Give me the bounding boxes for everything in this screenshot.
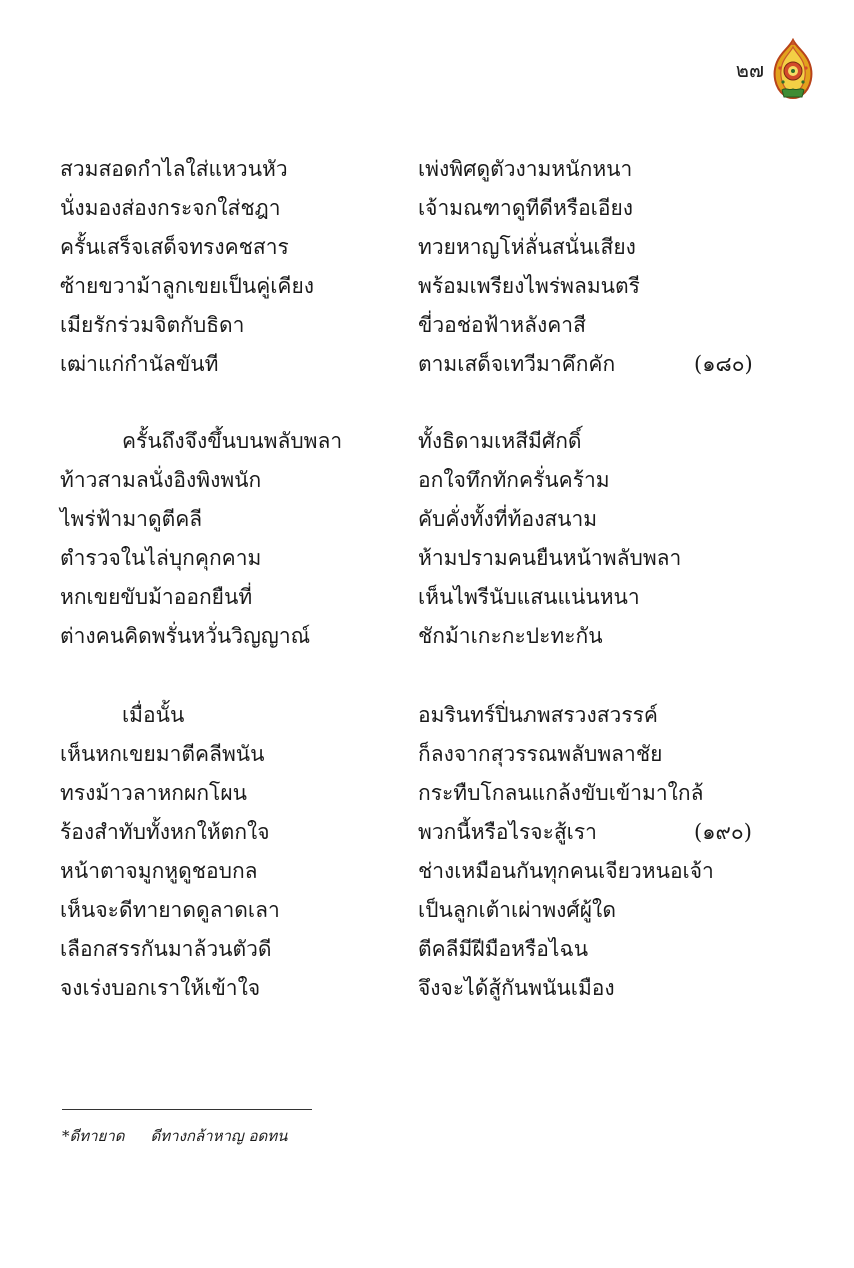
- verse-second-half: พวกนี้หรือไรจะสู้เรา: [418, 820, 597, 844]
- verse-line: [0, 231, 854, 270]
- verse-second-half: ทั้งธิดามเหสีมีศักดิ์: [418, 429, 582, 453]
- verse-first-half: ร้องสำทับทั้งหกให้ตกใจ: [60, 820, 270, 844]
- verse-line: [0, 270, 854, 309]
- verse-first-half: หกเขยขับม้าออกยืนที่: [60, 585, 253, 609]
- verse-second-half: เพ่งพิศดูตัวงามหนักหนา: [418, 157, 633, 181]
- verse-second-half: ก็ลงจากสุวรรณพลับพลาชัย: [418, 742, 663, 766]
- verse-second-half: ห้ามปรามคนยืนหน้าพลับพลา: [418, 546, 682, 570]
- verse-line: [0, 699, 854, 738]
- verse-first-half: ซ้ายขวาม้าลูกเขยเป็นคู่เคียง: [60, 274, 315, 298]
- verse-first-half: ต่างคนคิดพรั่นหวั่นวิญญาณ์: [60, 624, 311, 648]
- verse-first-half: เห็นจะดีทายาดดูลาดเลา: [60, 898, 280, 922]
- verse-second-half: ขี่วอช่อฟ้าหลังคาสี: [418, 313, 586, 337]
- verse-first-half: ตำรวจในไล่บุกคุกคาม: [60, 546, 262, 570]
- verse-line: [0, 972, 854, 1011]
- poem-stanza: [0, 425, 854, 659]
- verse-first-half: เห็นหกเขยมาตีคลีพนัน: [60, 742, 265, 766]
- verse-first-half: ครั้นถึงจึงขึ้นบนพลับพลา: [122, 429, 343, 453]
- verse-second-half: คับคั่งทั้งที่ท้องสนาม: [418, 507, 598, 531]
- verse-first-half: เมียรักร่วมจิตกับธิดา: [60, 313, 245, 337]
- verse-line: [0, 464, 854, 503]
- verse-first-half: ครั้นเสร็จเสด็จทรงคชสาร: [60, 235, 289, 259]
- verse-line: [0, 192, 854, 231]
- verse-second-half: กระทืบโกลนแกล้งขับเข้ามาใกล้: [418, 781, 704, 805]
- verse-line: [0, 503, 854, 542]
- verse-number: (๑๘๐): [694, 352, 753, 376]
- verse-second-half: เป็นลูกเต้าเผ่าพงศ์ผู้ใด: [418, 898, 616, 922]
- verse-first-half: ทรงม้าวลาหกผกโผน: [60, 781, 247, 805]
- verse-second-half: ชักม้าเกะกะปะทะกัน: [418, 624, 603, 648]
- verse-first-half: เลือกสรรกันมาล้วนตัวดี: [60, 937, 272, 961]
- poem-stanza: [0, 153, 854, 387]
- verse-line: [0, 309, 854, 348]
- verse-second-half: เห็นไพรีนับแสนแน่นหนา: [418, 585, 640, 609]
- verse-line: [0, 855, 854, 894]
- verse-second-half: พร้อมเพรียงไพร่พลมนตรี: [418, 274, 640, 298]
- verse-second-half: จึงจะได้สู้กันพนันเมือง: [418, 976, 615, 1000]
- footnote: [62, 1124, 287, 1148]
- verse-line: [0, 738, 854, 777]
- verse-second-half: ตีคลีมีฝีมือหรือไฉน: [418, 937, 589, 961]
- verse-first-half: หน้าตาจมูกหูดูชอบกล: [60, 859, 258, 883]
- verse-line: [0, 894, 854, 933]
- verse-second-half: อกใจทึกทักครั่นคร้าม: [418, 468, 610, 492]
- verse-number: (๑๙๐): [694, 820, 752, 844]
- verse-line: [0, 425, 854, 464]
- verse-first-half: สวมสอดกำไลใส่แหวนหัว: [60, 157, 288, 181]
- verse-line: [0, 542, 854, 581]
- verse-line: [0, 153, 854, 192]
- page-number: ๒๗: [735, 58, 764, 82]
- verse-second-half: ช่างเหมือนกันทุกคนเจียวหนอเจ้า: [418, 859, 714, 883]
- verse-first-half: จงเร่งบอกเราให้เข้าใจ: [60, 976, 261, 1000]
- verse-second-half: อมรินทร์ปิ่นภพสรวงสวรรค์: [418, 703, 658, 727]
- verse-first-half: ไพร่ฟ้ามาดูตีคลี: [60, 507, 203, 531]
- verse-first-half: เฒ่าแก่กำนัลขันที: [60, 352, 219, 376]
- footnote-definition: ดีทางกล้าหาญ อดทน: [150, 1127, 288, 1145]
- verse-line: [0, 816, 854, 855]
- verse-first-half: นั่งมองส่องกระจกใส่ชฎา: [60, 196, 281, 220]
- verse-line: [0, 933, 854, 972]
- footnote-term: *ดีทายาด: [62, 1127, 125, 1145]
- verse-second-half: ตามเสด็จเทวีมาคึกคัก: [418, 352, 616, 376]
- verse-line: [0, 777, 854, 816]
- verse-second-half: ทวยหาญโห่ลั่นสนั่นเสียง: [418, 235, 636, 259]
- footnote-divider: [62, 1109, 312, 1110]
- poem-stanza: [0, 699, 854, 1011]
- verse-second-half: เจ้ามณฑาดูทีดีหรือเอียง: [418, 196, 634, 220]
- verse-line: [0, 620, 854, 659]
- verse-first-half: เมื่อนั้น: [122, 703, 185, 727]
- verse-first-half: ท้าวสามลนั่งอิงพิงพนัก: [60, 468, 262, 492]
- royal-emblem-icon: [768, 38, 818, 102]
- verse-line: [0, 348, 854, 387]
- verse-line: [0, 581, 854, 620]
